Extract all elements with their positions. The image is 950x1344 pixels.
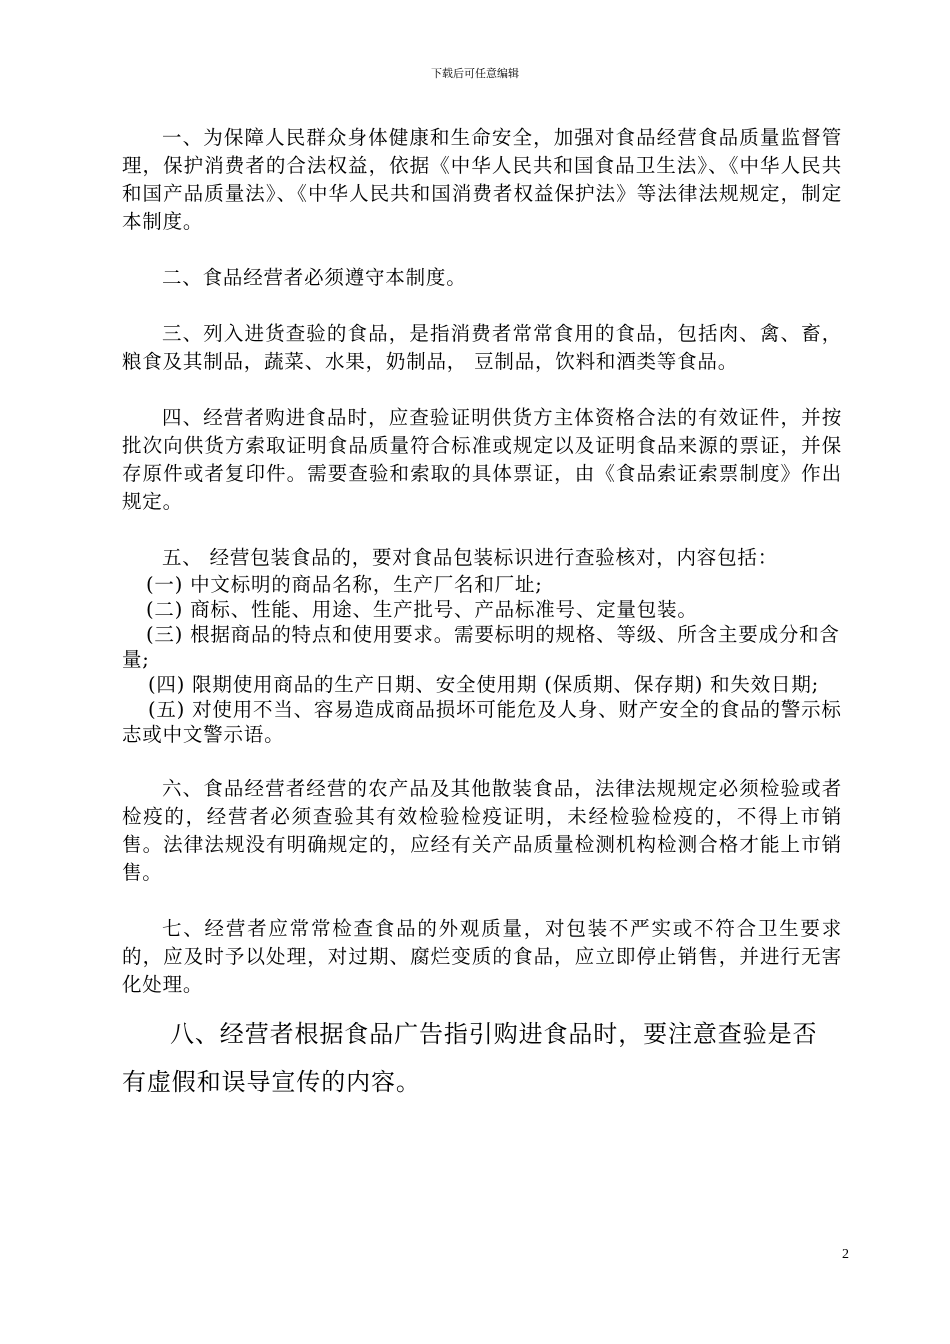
paragraph-4: 四、经营者购进食品时，应查验证明供货方主体资格合法的有效证件，并按批次向供货方索取证明食品质量符合标准或规定以及证明食品来源的票证，并保存原件或者复印件。需要查验和索取的具体票证，由《食品索证索票制度》作出规定。 [122, 406, 842, 513]
sub-item-3: (三) 根据商品的特点和使用要求。需要标明的规格、等级、所含主要成分和含量; [122, 623, 840, 671]
paragraph-7: 七、经营者应常常检查食品的外观质量，对包装不严实或不符合卫生要求的，应及时予以处理，对过期、腐烂变质的食品，应立即停止销售，并进行无害化处理。 [122, 917, 842, 996]
page-number: 2 [842, 1247, 849, 1262]
paragraph-8: 八、经营者根据食品广告指引购进食品时，要注意查验是否有虚假和误导宣传的内容。 [122, 1020, 818, 1096]
sub-item-4: (四) 限期使用商品的生产日期、安全使用期 (保质期、保存期) 和失效日期; [148, 673, 819, 696]
paragraph-2: 二、食品经营者必须遵守本制度。 [162, 266, 467, 289]
sub-item-1: (一) 中文标明的商品名称，生产厂名和厂址; [146, 573, 543, 596]
page-header: 下载后可任意编辑 [431, 67, 519, 80]
sub-item-5: (五) 对使用不当、容易造成商品损坏可能危及人身、财产安全的食品的警示标志或中文警示语。 [122, 698, 842, 746]
document-body [122, 124, 842, 999]
sub-item-2: (二) 商标、性能、用途、生产批号、产品标准号、定量包装。 [146, 598, 698, 621]
paragraph-5: 五、 经营包装食品的，要对食品包装标识进行查验核对，内容包括： [162, 546, 778, 569]
paragraph-1: 一、为保障人民群众身体健康和生命安全，加强对食品经营食品质量监督管理，保护消费者的合法权益，依据《中华人民共和国食品卫生法》、《中华人民共和国产品质量法》、《中华人民共和国消费者权益保护法》等法律法规规定，制定本制度。 [122, 126, 842, 233]
paragraph-6: 六、食品经营者经营的农产品及其他散装食品，法律法规规定必须检验或者检疫的，经营者必须查验其有效检验检疫证明，未经检验检疫的，不得上市销售。法律法规没有明确规定的，应经有关产品质量检测机构检测合格才能上市销售。 [122, 777, 842, 884]
paragraph-3: 三、列入进货查验的食品，是指消费者常常食用的食品，包括肉、禽、畜，粮食及其制品，蔬菜、水果，奶制品， 豆制品，饮料和酒类等食品。 [122, 322, 842, 373]
